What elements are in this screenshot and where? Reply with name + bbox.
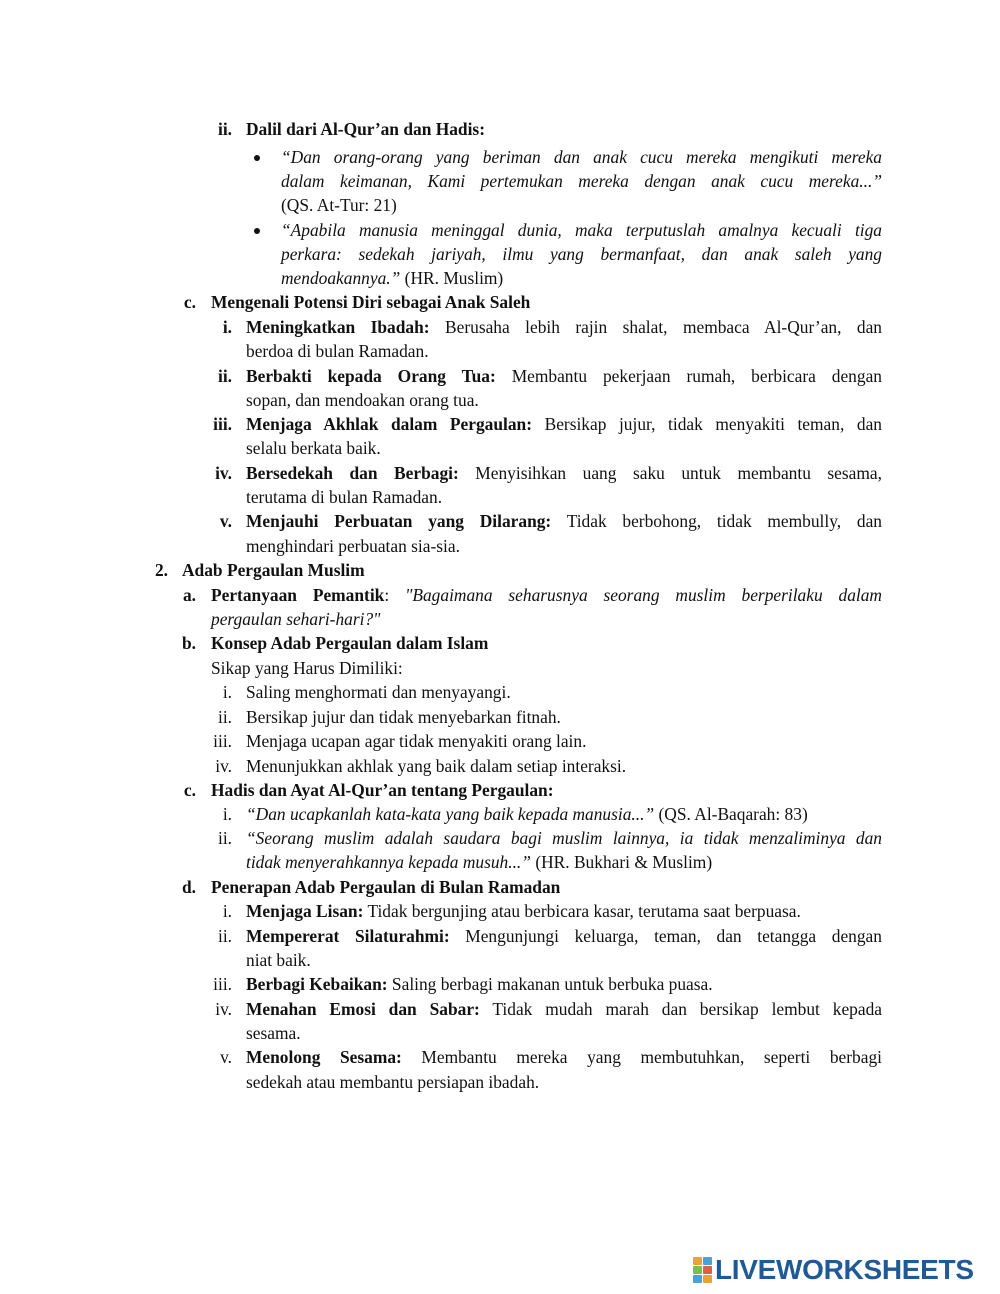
section-letter: d.: [181, 877, 196, 897]
section-letter: c.: [183, 292, 196, 312]
logo-text: LIVEWORKSHEETS: [715, 1254, 974, 1285]
item-text: Berusaha lebih rajin shalat, membaca Al-Qur’an, dan: [445, 317, 882, 337]
heading-adab: Adab Pergaulan Muslim: [182, 560, 365, 580]
list-item-line: Menjaga ucapan agar tidak menyakiti orang lain.: [246, 731, 587, 751]
quote-text: mendoakannya.”: [281, 268, 401, 288]
item-label: Menjaga Lisan:: [246, 901, 364, 921]
item-label: Bersedekah dan Berbagi:: [246, 463, 459, 483]
item-label: Menahan Emosi dan Sabar:: [246, 999, 480, 1019]
list-item-line: berdoa di bulan Ramadan.: [246, 341, 429, 361]
list-item-line: niat baik.: [246, 950, 311, 970]
list-item-line: [246, 850, 712, 874]
item-label: Menjaga Akhlak dalam Pergaulan:: [246, 414, 533, 434]
item-text: Tidak bergunjing atau berbicara kasar, terutama saat berpuasa.: [367, 901, 801, 921]
logo-tile: [703, 1257, 712, 1265]
quote-line: perkara: sedekah jariyah, ilmu yang bermanfaat, dan anak saleh yang: [281, 244, 882, 264]
item-number: ii.: [217, 366, 232, 386]
list-item-line: [246, 461, 882, 485]
quote-reference: (QS. Al-Baqarah: 83): [658, 804, 808, 824]
quote-reference: (QS. At-Tur: 21): [281, 195, 397, 215]
heading-penerapan: Penerapan Adab Pergaulan di Bulan Ramadan: [211, 877, 561, 897]
heading-dalil: Dalil dari Al-Qur’an dan Hadis:: [246, 119, 485, 139]
item-number: iii.: [213, 414, 232, 434]
list-item-line: sopan, dan mendoakan orang tua.: [246, 390, 479, 410]
heading-hadis: Hadis dan Ayat Al-Qur’an tentang Pergaulan:: [211, 780, 554, 800]
list-item-line: sesama.: [246, 1023, 301, 1043]
question-text: "Bagaimana seharusnya seorang muslim berperilaku dalam: [405, 585, 882, 605]
list-item-line: Menunjukkan akhlak yang baik dalam setiap interaksi.: [246, 756, 627, 776]
item-text: Membantu mereka yang membutuhkan, seperti berbagi: [421, 1047, 882, 1067]
item-number: iv.: [215, 999, 232, 1019]
item-label: Mempererat Silaturahmi:: [246, 926, 450, 946]
item-number: i.: [222, 901, 232, 921]
list-item-line: selalu berkata baik.: [246, 438, 381, 458]
heading-konsep: Konsep Adab Pergaulan dalam Islam: [211, 633, 489, 653]
question-text: pergaulan sehari-hari?": [211, 609, 381, 629]
list-item-line: terutama di bulan Ramadan.: [246, 487, 443, 507]
bullet-dot: [254, 155, 260, 161]
list-item-line: [246, 509, 882, 533]
quote-text: tidak menyerahkannya kepada musuh...”: [246, 852, 531, 872]
item-number: i.: [222, 682, 232, 702]
list-item-line: Bersikap jujur dan tidak menyebarkan fitnah.: [246, 707, 561, 727]
list-item-line: [211, 583, 882, 607]
list-item-line: sedekah atau membantu persiapan ibadah.: [246, 1072, 540, 1092]
list-item-line: [246, 924, 882, 948]
list-item-line: [246, 1045, 882, 1069]
item-number: i.: [222, 317, 232, 337]
quote-line: “Apabila manusia meninggal dunia, maka terputuslah amalnya kecuali tiga: [281, 220, 882, 240]
item-text: Tidak mudah marah dan bersikap lembut kepada: [492, 999, 882, 1019]
item-label: Menjauhi Perbuatan yang Dilarang:: [246, 511, 552, 531]
item-text: Mengunjungi keluarga, teman, dan tetangga dengan: [465, 926, 882, 946]
item-number: v.: [219, 511, 232, 531]
list-item-line: [246, 972, 713, 996]
section-letter: a.: [182, 585, 196, 605]
item-number: ii.: [217, 926, 232, 946]
liveworksheets-logo[interactable]: [693, 1255, 974, 1285]
item-label: Menolong Sesama:: [246, 1047, 402, 1067]
section-letter: b.: [181, 633, 196, 653]
item-label: Berbagi Kebaikan:: [246, 974, 388, 994]
logo-tile: [693, 1266, 702, 1274]
item-number: ii.: [217, 119, 232, 139]
intro-text: Sikap yang Harus Dimiliki:: [211, 658, 403, 678]
list-item-line: [246, 315, 882, 339]
item-label: Meningkatkan Ibadah:: [246, 317, 430, 337]
quote-line: dalam keimanan, Kami pertemukan mereka dengan anak cucu mereka...”: [281, 171, 882, 191]
list-item-line: Saling menghormati dan menyayangi.: [246, 682, 511, 702]
logo-tile: [703, 1266, 712, 1274]
item-text: Menyisihkan uang saku untuk membantu sesama,: [475, 463, 882, 483]
quote-text: “Seorang muslim adalah saudara bagi muslim lainnya, ia tidak menzaliminya dan: [246, 828, 882, 848]
heading-potensi: Mengenali Potensi Diri sebagai Anak Saleh: [211, 292, 531, 312]
item-number: iii.: [213, 974, 232, 994]
item-label: Berbakti kepada Orang Tua:: [246, 366, 496, 386]
list-item-line: [246, 364, 882, 388]
list-item-line: [246, 802, 808, 826]
list-item-line: [246, 412, 882, 436]
item-text: Bersikap jujur, tidak menyakiti teman, dan: [544, 414, 882, 434]
logo-grid-icon: [693, 1257, 712, 1283]
item-text: Tidak berbohong, tidak membully, dan: [566, 511, 882, 531]
item-number: v.: [220, 1047, 232, 1067]
list-item-line: [246, 997, 882, 1021]
quote-line: “Dan orang-orang yang beriman dan anak cucu mereka mengikuti mereka: [281, 147, 882, 167]
list-item-line: [246, 899, 801, 923]
bullet-dot: [254, 228, 260, 234]
quote-line-with-ref: [281, 266, 503, 290]
quote-text: “Dan ucapkanlah kata-kata yang baik kepada manusia...”: [246, 804, 655, 824]
logo-tile: [693, 1257, 702, 1265]
section-letter: c.: [183, 780, 196, 800]
list-item-line: menghindari perbuatan sia-sia.: [246, 536, 460, 556]
item-number: iv.: [215, 463, 232, 483]
item-text: Membantu pekerjaan rumah, berbicara dengan: [511, 366, 882, 386]
section-number: 2.: [154, 560, 168, 580]
item-text: Saling berbagi makanan untuk berbuka puasa.: [391, 974, 713, 994]
item-number: iv.: [215, 756, 232, 776]
quote-reference: (HR. Bukhari & Muslim): [535, 852, 713, 872]
colon: :: [384, 585, 390, 605]
item-number: iii.: [213, 731, 232, 751]
item-number: ii.: [217, 828, 232, 848]
quote-reference: (HR. Muslim): [404, 268, 504, 288]
item-label: Pertanyaan Pemantik: [211, 585, 385, 605]
logo-tile: [693, 1275, 702, 1283]
item-number: i.: [222, 804, 232, 824]
logo-tile: [703, 1275, 712, 1283]
item-number: ii.: [217, 707, 232, 727]
